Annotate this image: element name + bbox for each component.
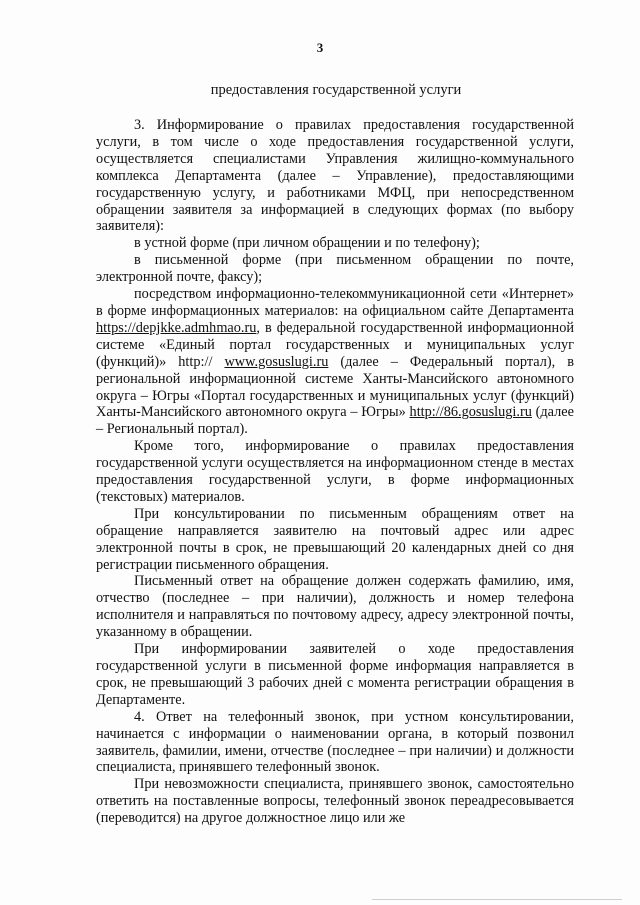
paragraph-call-redirect: При невозможности специалиста, принявшего звонок, самостоятельно ответить на поставленные вопросы, телефонный звонок переадресовывается (переводится) на другое должностное лицо или же: [96, 776, 574, 827]
paragraph-written-form: в письменной форме (при письменном обращении по почте, электронной почте, факсу);: [96, 252, 574, 286]
paragraph-written-answer: Письменный ответ на обращение должен содержать фамилию, имя, отчество (последнее – при наличии), должность и номер телефона исполнителя и направляться по почтовому адресу, адресу электронной почты, указанному в обращении.: [96, 573, 574, 641]
scan-edge-line: [372, 899, 622, 900]
paragraph-written-consulting: При консультировании по письменным обращениям ответ на обращение направляется заявителю на почтовый адрес или адрес электронной почты в срок, не превышающий 20 календарных дней со дня регистрации письменного обращения.: [96, 505, 574, 573]
department-site-link[interactable]: https://depjkke.admhmao.ru: [96, 319, 257, 336]
internet-text-1: посредством информационно-телекоммуникационной сети «Интернет» в форме информационных материалов: на официальном сайте Департамента: [96, 286, 574, 319]
paragraph-phone-answer: 4. Ответ на телефонный звонок, при устном консультировании, начинается с информации о наименовании органа, в который позвонил заявитель, фамилии, имени, отчестве (последнее – при наличии) и должности специалиста, принявшего телефонный звонок.: [96, 708, 574, 776]
paragraph-informing-rules: 3. Информирование о правилах предоставления государственной услуги, в том числе о ходе предоставления государственной услуги, осуществляется специалистами Управления жилищно-коммунального комплекса Департамента (далее – Управление), предоставляющими государственную услугу, и работниками МФЦ, при непосредственном обращении заявителя за информацией в следующих формах (по выбору заявителя):: [96, 117, 574, 235]
internet-text-4: (далее – Региональный портал).: [96, 404, 574, 438]
page-number: 3: [316, 40, 324, 55]
document-body: [96, 117, 574, 827]
paragraph-progress-informing: При информировании заявителей о ходе предоставления государственной услуги в письменной форме информация направляется в срок, не превышающий 3 рабочих дней с момента регистрации обращения в Департаменте.: [96, 641, 574, 708]
paragraph-internet-form: [96, 286, 574, 438]
paragraph-info-stand: Кроме того, информирование о правилах предоставления государственной услуги осуществляется на информационном стенде в местах предоставления государственной услуги, в форме информационных (текстовых) материалов.: [96, 438, 574, 505]
internet-text-3: (далее – Федеральный портал), в региональной информационной системе Ханты-Мансийского автономного округа – Югры «Портал государственных и муниципальных услуг (функций) Ханты-Мансийского автономного округа – Югры»: [96, 353, 574, 421]
internet-text-2: , в федеральной государственной информационной системе «Единый портал государственных и муниципальных услуг (функций)» http://: [96, 319, 574, 370]
paragraph-oral-form: в устной форме (при личном обращении и по телефону);: [134, 235, 480, 252]
federal-portal-link[interactable]: www.gosuslugi.ru: [224, 353, 329, 370]
regional-portal-link[interactable]: http://86.gosuslugi.ru: [409, 404, 532, 421]
page-heading: предоставления государственной услуги: [210, 82, 462, 98]
